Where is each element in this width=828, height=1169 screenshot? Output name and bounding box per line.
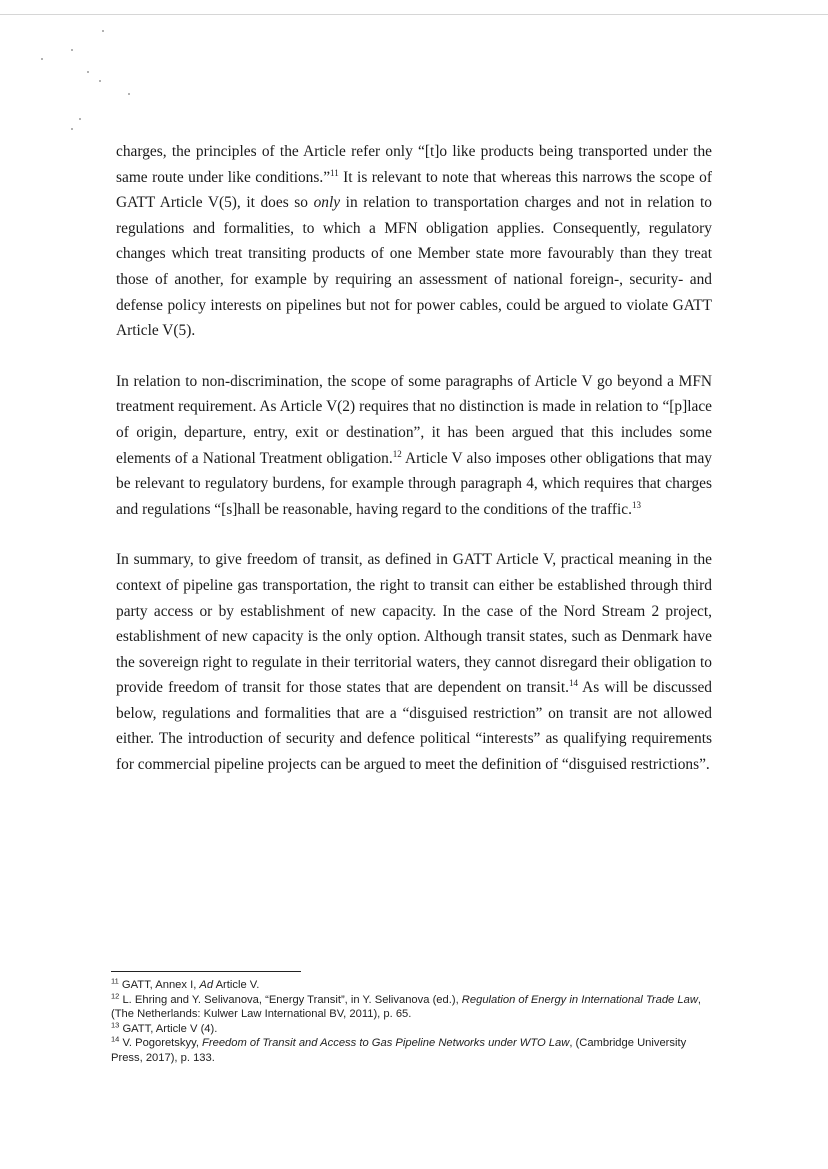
footnote-ref: 14 (568, 678, 578, 689)
scan-speck (102, 30, 104, 32)
footnote (111, 990, 716, 1022)
italic-text: Freedom of Transit and Access to Gas Pipeline Networks under WTO Law (202, 1037, 570, 1050)
text-run: As will be discussed below, regulations and formalities that are a “disguised restriction” on transit are not allowed either. The introduction of security and defence political “interests” as qualifying requirements for commercial pipeline projects can be argued to meet the definition of “disguised restrictions”. (116, 679, 712, 774)
text-run: GATT, Article V (4). (119, 1022, 218, 1035)
footnote-ref: 12 (111, 990, 120, 1000)
text-run: It is relevant to note that whereas this narrows the scope of GATT Article V(5), it does so (116, 168, 713, 212)
footnote (111, 1022, 716, 1037)
scan-speck (79, 118, 81, 120)
italic-text: Ad (199, 979, 214, 991)
paragraph (116, 547, 712, 777)
scan-speck (71, 49, 73, 51)
footnote (111, 1036, 716, 1065)
paragraph (116, 139, 712, 344)
scan-top-edge (0, 14, 828, 15)
text-run: , (Cambridge University Press, 2017), p. 133. (111, 1037, 687, 1064)
text-run: Article V. (213, 979, 260, 991)
text-run: charges, the principles of the Article refer only “[t]o like products being transported under the same route under like conditions.” (116, 143, 712, 186)
text-run: , (The Netherlands: Kulwer Law International BV, 2011), p. 65. (111, 993, 702, 1021)
footnote-ref: 11 (330, 167, 339, 178)
scan-speck (71, 128, 73, 130)
text-run: In relation to non-discrimination, the scope of some paragraphs of Article V go beyond a MFN treatment requirement. As Article V(2) requires that no distinction is made in relation to “[p]lace of origin, departure, entry, exit or destination”, it has been argued that this includes some elements of a National Treatment obligation. (116, 372, 712, 467)
text-run: L. Ehring and Y. Selivanova, “Energy Transit”, in Y. Selivanova (ed.), (119, 993, 462, 1006)
text-run: GATT, Annex I, (118, 979, 200, 991)
italic-text: Regulation of Energy in International Trade Law (461, 993, 698, 1006)
footnote-ref: 11 (111, 976, 119, 986)
scan-speck (41, 58, 43, 60)
text-run: V. Pogoretskyy, (119, 1037, 203, 1050)
text-run: In summary, to give freedom of transit, as defined in GATT Article V, practical meaning in the context of pipeline gas transportation, the right to transit can either be established through third party access or by establishment of new capacity. In the case of the Nord Stream 2 project, establishment of new capacity is the only option. Although transit states, such as Denmark have the sovereign right to regulate in their territorial waters, they cannot disregard their obligation to provide freedom of transit for those states that are dependent on transit. (116, 551, 712, 697)
scan-speck (99, 80, 101, 82)
footnote-ref: 14 (111, 1034, 120, 1044)
paragraph (116, 369, 712, 523)
footnotes (111, 978, 716, 1066)
footnote-ref: 12 (392, 448, 402, 459)
scan-speck (87, 71, 89, 73)
scan-speck (128, 93, 130, 95)
footnote-ref: 13 (111, 1020, 120, 1030)
text-run: in relation to transportation charges and not in relation to regulations and formalities, to which a MFN obligation applies. Consequently, regulatory changes which treat transiting products of one Member state more favourably than they treat those of another, for example by requiring an assessment of national foreign-, security- and defense policy interests on pipelines but not for power cables, could be argued to violate GATT Article V(5). (116, 194, 713, 340)
footnote (111, 978, 716, 993)
footnote-ref: 13 (631, 499, 641, 510)
italic-text: only (313, 194, 341, 212)
text-run: Article V also imposes other obligations that may be relevant to regulatory burdens, for example through paragraph 4, which requires that charges and regulations “[s]hall be reasonable, having regard to the conditions of the traffic. (116, 449, 713, 518)
body-text (116, 139, 712, 778)
footnote-separator (111, 971, 301, 972)
